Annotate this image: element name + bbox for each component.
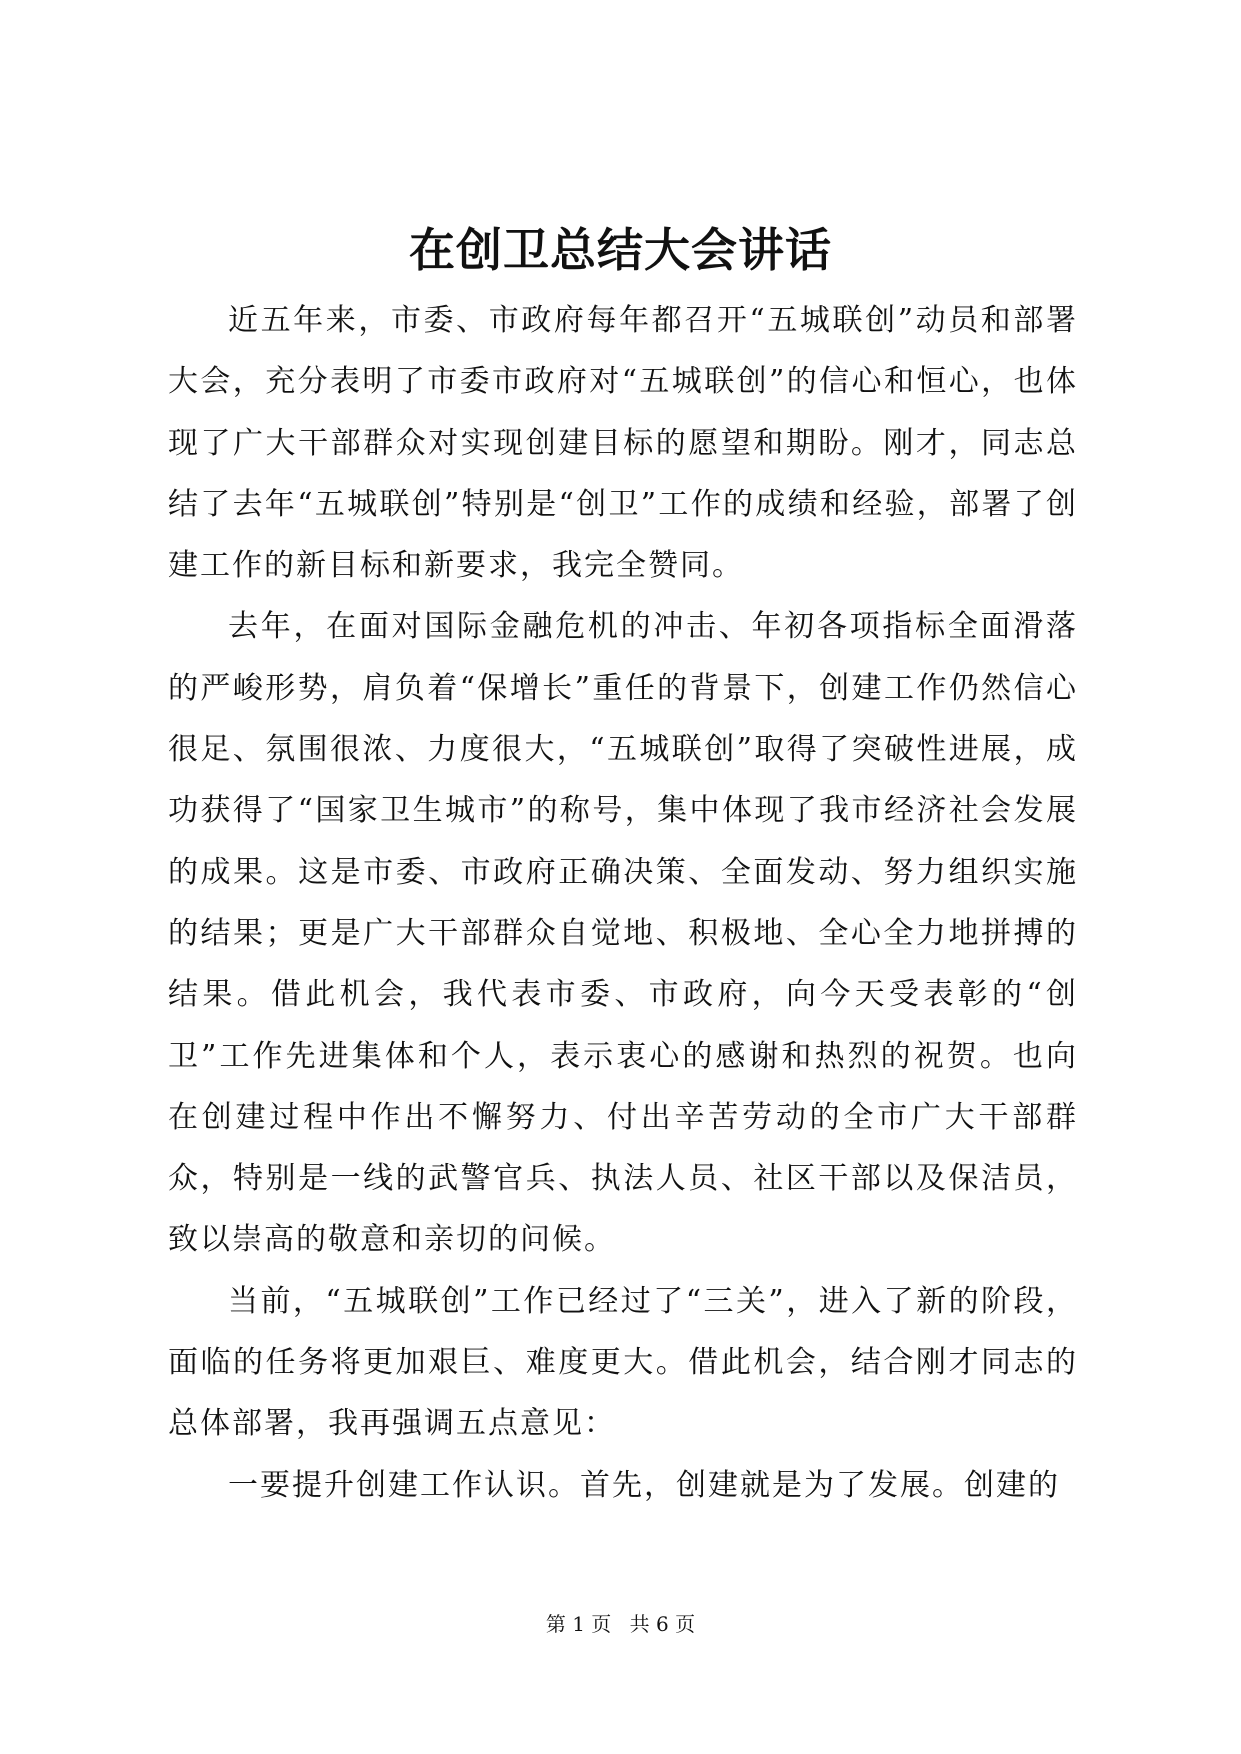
document-body	[168, 290, 1078, 1516]
page-total: 共 6 页	[629, 1612, 696, 1636]
paragraph: 当前，“五城联创”工作已经过了“三关”，进入了新的阶段，面临的任务将更加艰巨、难度更大。借此机会，结合刚才同志的总体部署，我再强调五点意见：	[168, 1283, 1078, 1442]
page-number: 第 1 页	[545, 1612, 612, 1636]
document-title: 在创卫总结大会讲话	[409, 223, 832, 277]
paragraph: 近五年来，市委、市政府每年都召开“五城联创”动员和部署大会，充分表明了市委市政府对“五城联创”的信心和恒心，也体现了广大干部群众对实现创建目标的愿望和期盼。刚才，同志总结了去年“五城联创”特别是“创卫”工作的成绩和经验，部署了创建工作的新目标和新要求，我完全赞同。	[168, 303, 1078, 584]
paragraph: 去年，在面对国际金融危机的冲击、年初各项指标全面滑落的严峻形势，肩负着“保增长”重任的背景下，创建工作仍然信心很足、氛围很浓、力度很大，“五城联创”取得了突破性进展，成功获得了“国家卫生城市”的称号，集中体现了我市经济社会发展的成果。这是市委、市政府正确决策、全面发动、努力组织实施的结果；更是广大干部群众自觉地、积极地、全心全力地拼搏的结果。借此机会，我代表市委、市政府，向今天受表彰的“创卫”工作先进集体和个人，表示衷心的感谢和热烈的祝贺。也向在创建过程中作出不懈努力、付出辛苦劳动的全市广大干部群众，特别是一线的武警官兵、执法人员、社区干部以及保洁员，致以崇高的敬意和亲切的问候。	[168, 609, 1078, 1258]
paragraph: 一要提升创建工作认识。首先，创建就是为了发展。创建的	[228, 1467, 1060, 1503]
page-footer	[0, 1610, 1241, 1638]
